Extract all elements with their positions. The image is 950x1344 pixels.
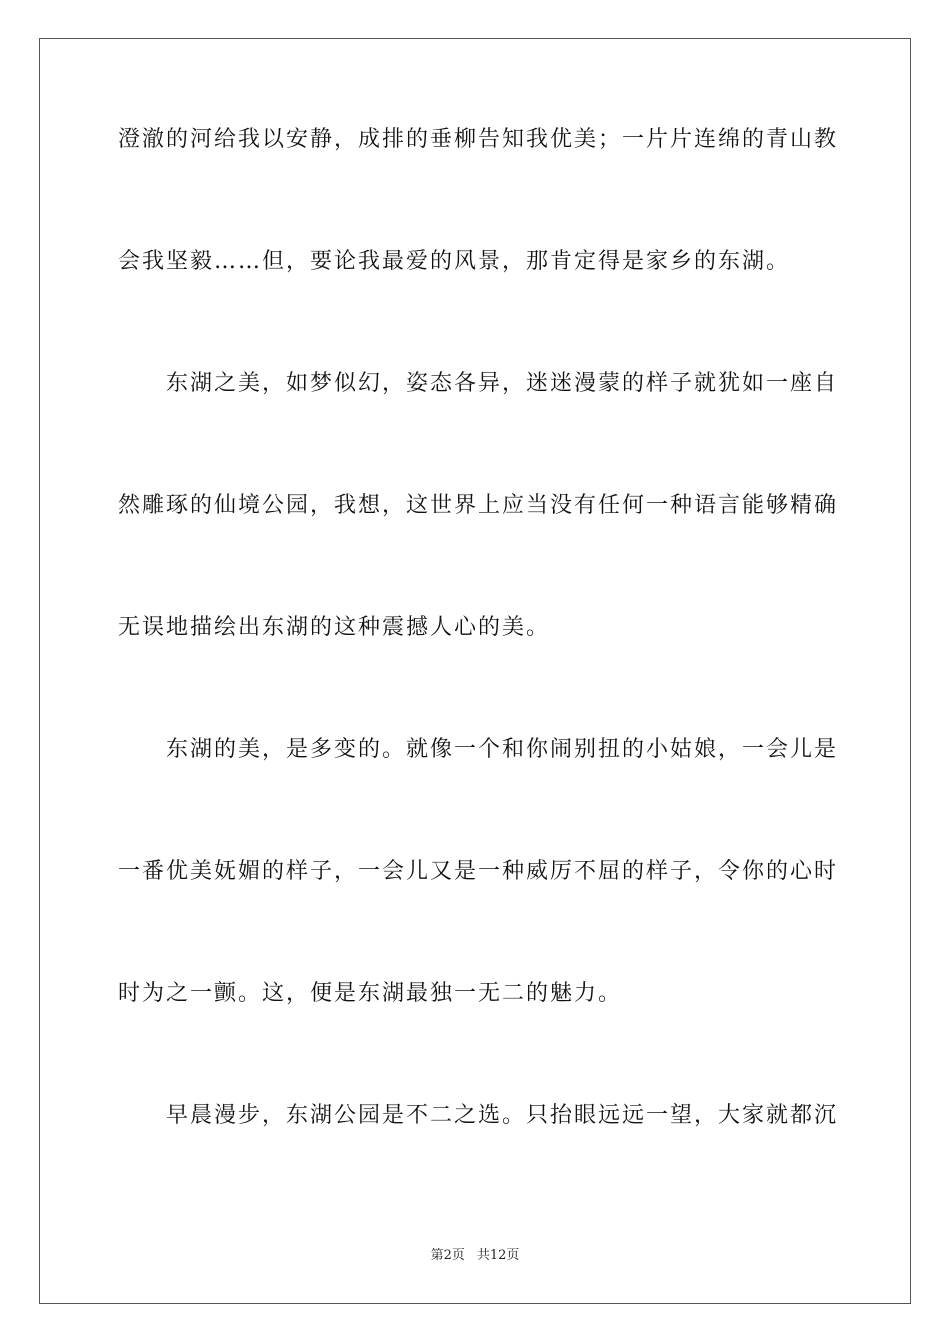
text-line-2: 会我坚毅……但，要论我最爱的风景，那肯定得是家乡的东湖。: [118, 249, 791, 274]
text-line-9: 早晨漫步，东湖公园是不二之选。只抬眼远远一望，大家就都沉: [166, 1103, 839, 1128]
page-footer: [0, 1248, 950, 1264]
total-pages: 共12页: [476, 1248, 520, 1263]
text-line-8: 时为之一颤。这，便是东湖最独一无二的魅力。: [118, 981, 623, 1006]
document-body: [118, 127, 839, 1226]
text-line-4: 然雕琢的仙境公园，我想，这世界上应当没有任何一种语言能够精确: [118, 493, 839, 518]
text-line-6: 东湖的美，是多变的。就像一个和你闹别扭的小姑娘，一会儿是: [166, 737, 839, 762]
page-number: 第2页: [430, 1248, 465, 1263]
text-line-3: 东湖之美，如梦似幻，姿态各异，迷迷漫蒙的样子就犹如一座自: [166, 371, 839, 396]
text-line-1: 澄澈的河给我以安静，成排的垂柳告知我优美；一片片连绵的青山教: [118, 127, 839, 152]
text-line-7: 一番优美妩媚的样子，一会儿又是一种威厉不屈的样子，令你的心时: [118, 859, 839, 884]
text-line-5: 无误地描绘出东湖的这种震撼人心的美。: [118, 615, 551, 640]
